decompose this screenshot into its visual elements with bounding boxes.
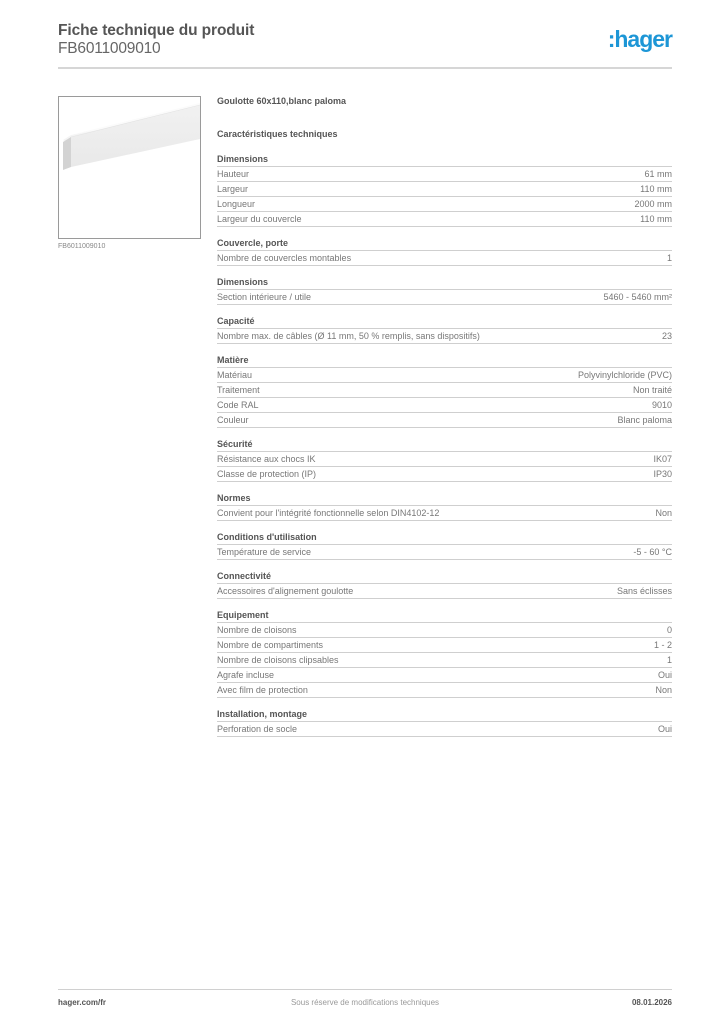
spec-row (217, 467, 672, 482)
spec-label: Largeur (217, 184, 249, 194)
spec-label: Couleur (217, 415, 249, 425)
spec-label: Nombre de couvercles montables (217, 253, 352, 263)
spec-label: Résistance aux chocs IK (217, 454, 316, 464)
spec-value: Non traité (632, 385, 672, 395)
spec-row (217, 413, 672, 428)
spec-label: Matériau (217, 370, 253, 380)
spec-label: Température de service (217, 547, 312, 557)
spec-group-title: Couvercle, porte (217, 237, 672, 251)
spec-label: Longueur (217, 199, 256, 209)
footer-divider (58, 989, 672, 990)
spec-value: 1 (666, 655, 672, 665)
document-footer (58, 998, 672, 1010)
spec-row (217, 329, 672, 344)
spec-row (217, 197, 672, 212)
spec-row (217, 653, 672, 668)
spec-row (217, 251, 672, 266)
spec-value: 61 mm (644, 169, 672, 179)
spec-value: Non (655, 508, 672, 518)
spec-row (217, 383, 672, 398)
spec-label: Avec film de protection (217, 685, 308, 695)
spec-group (217, 153, 672, 227)
spec-group (217, 492, 672, 521)
spec-label: Nombre de compartiments (217, 640, 324, 650)
spec-label: Hauteur (217, 169, 250, 179)
spec-row (217, 668, 672, 683)
spec-label: Largeur du couvercle (217, 214, 302, 224)
cable-trunking-icon (59, 97, 200, 238)
spec-group (217, 609, 672, 698)
document-header (58, 22, 672, 68)
product-image (58, 96, 201, 239)
spec-row (217, 584, 672, 599)
footer-website-link[interactable]: hager.com/fr (58, 998, 107, 1007)
spec-groups (217, 153, 672, 737)
spec-group (217, 276, 672, 305)
spec-content (217, 94, 672, 737)
spec-label: Agrafe incluse (217, 670, 275, 680)
spec-group (217, 531, 672, 560)
footer-disclaimer: Sous réserve de modifications techniques (290, 998, 440, 1007)
spec-value: 110 mm (640, 214, 672, 224)
spec-row (217, 167, 672, 182)
spec-value: Non (655, 685, 672, 695)
spec-group-title: Sécurité (217, 438, 672, 452)
spec-value: IP30 (653, 469, 672, 479)
spec-group-title: Installation, montage (217, 708, 672, 722)
spec-value: Polyvinylchloride (PVC) (577, 370, 672, 380)
spec-group-title: Connectivité (217, 570, 672, 584)
spec-row (217, 545, 672, 560)
spec-value: 2000 mm (634, 199, 672, 209)
section-title: Caractéristiques techniques (217, 129, 338, 139)
image-caption: FB6011009010 (58, 243, 106, 250)
spec-label: Convient pour l'intégrité fonctionnelle selon DIN4102-12 (217, 508, 440, 518)
spec-group-title: Dimensions (217, 276, 672, 290)
spec-value: 1 - 2 (653, 640, 672, 650)
spec-group (217, 354, 672, 428)
spec-value: IK07 (653, 454, 672, 464)
spec-value: -5 - 60 °C (633, 547, 672, 557)
spec-value: 0 (666, 625, 672, 635)
spec-row (217, 368, 672, 383)
spec-row (217, 452, 672, 467)
spec-label: Code RAL (217, 400, 259, 410)
spec-row (217, 212, 672, 227)
spec-label: Nombre de cloisons clipsables (217, 655, 339, 665)
spec-value: 1 (666, 253, 672, 263)
spec-row (217, 623, 672, 638)
spec-value: 9010 (651, 400, 672, 410)
spec-label: Nombre de cloisons (217, 625, 297, 635)
spec-group-title: Capacité (217, 315, 672, 329)
spec-group (217, 438, 672, 482)
spec-row (217, 290, 672, 305)
spec-label: Accessoires d'alignement goulotte (217, 586, 354, 596)
footer-date: 08.01.2026 (631, 998, 672, 1007)
spec-value: 110 mm (640, 184, 672, 194)
product-name: Goulotte 60x110,blanc paloma (217, 96, 347, 106)
spec-row (217, 398, 672, 413)
spec-value: Oui (657, 670, 672, 680)
spec-label: Classe de protection (IP) (217, 469, 317, 479)
spec-label: Nombre max. de câbles (Ø 11 mm, 50 % remplis, sans dispositifs) (217, 331, 480, 341)
spec-value: Oui (657, 724, 672, 734)
header-divider (58, 67, 672, 69)
spec-value: Sans éclisses (616, 586, 672, 596)
product-reference: FB6011009010 (58, 40, 161, 57)
hager-logo: :hager (607, 26, 672, 52)
spec-label: Traitement (217, 385, 260, 395)
spec-row (217, 683, 672, 698)
spec-group-title: Normes (217, 492, 672, 506)
spec-group (217, 570, 672, 599)
spec-group-title: Conditions d'utilisation (217, 531, 672, 545)
spec-value: 23 (661, 331, 672, 341)
spec-group-title: Matière (217, 354, 672, 368)
spec-label: Perforation de socle (217, 724, 298, 734)
spec-group (217, 708, 672, 737)
spec-row (217, 638, 672, 653)
spec-group-title: Dimensions (217, 153, 672, 167)
spec-value: Blanc paloma (617, 415, 672, 425)
spec-row (217, 722, 672, 737)
spec-group (217, 237, 672, 266)
spec-group-title: Equipement (217, 609, 672, 623)
spec-row (217, 182, 672, 197)
spec-row (217, 506, 672, 521)
spec-group (217, 315, 672, 344)
spec-label: Section intérieure / utile (217, 292, 312, 302)
spec-value: 5460 - 5460 mm² (603, 292, 672, 302)
document-title: Fiche technique du produit (58, 22, 255, 39)
